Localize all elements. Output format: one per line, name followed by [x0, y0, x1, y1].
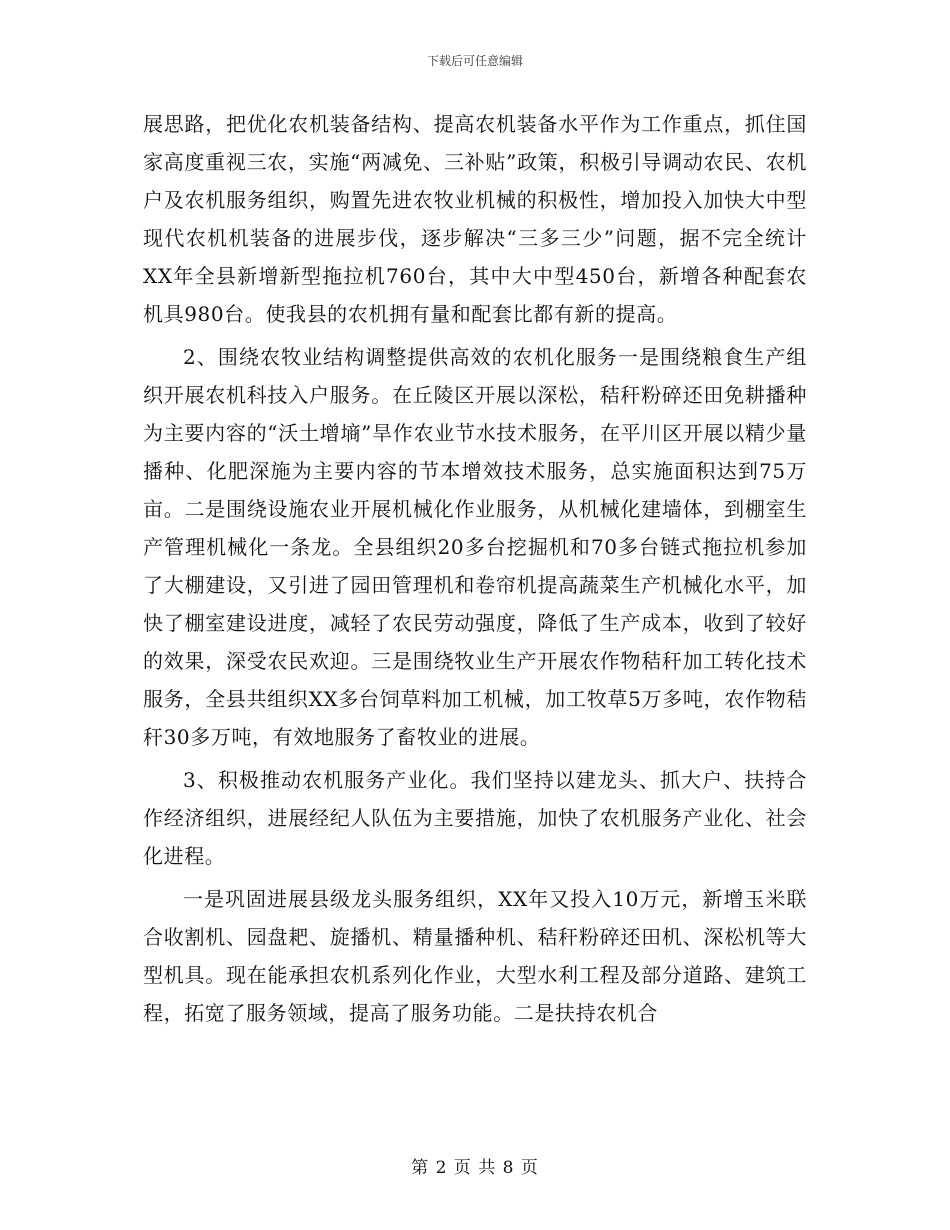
paragraph-2: 2、围绕农牧业结构调整提供高效的农机化服务一是围绕粮食生产组织开展农机科技入户服务。在丘陵区开展以深松，秸秆粉碎还田免耕播种为主要内容的“沃土增墒”旱作农业节水技术服务，在平川区开展以精少量播种、化肥深施为主要内容的节本增效技术服务，总实施面积达到75万亩。二是围绕设施农业开展机械化作业服务，从机械化建墙体，到棚室生产管理机械化一条龙。全县组织20多台挖掘机和70多台链式拖拉机参加了大棚建设，又引进了园田管理机和卷帘机提高蔬菜生产机械化水平，加快了棚室建设进度，减轻了农民劳动强度，降低了生产成本，收到了较好的效果，深受农民欢迎。三是围绕牧业生产开展农作物秸秆加工转化技术服务，全县共组织XX多台饲草料加工机械，加工牧草5万多吨，农作物秸秆30多万吨，有效地服务了畜牧业的进展。: [143, 345, 807, 749]
page-header: 下载后可任意编辑: [426, 54, 523, 68]
paragraph-4: 一是巩固进展县级龙头服务组织，XX年又投入10万元，新增玉米联合收割机、园盘耙、旋播机、精量播种机、秸秆粉碎还田机、深松机等大型机具。现在能承担农机系列化作业，大型水利工程及部分道路、建筑工程，拓宽了服务领域，提高了服务功能。二是扶持农机合: [143, 887, 807, 1025]
paragraph-continuation: 展思路，把优化农机装备结构、提高农机装备水平作为工作重点，抓住国家高度重视三农，实施“两减免、三补贴”政策，积极引导调动农民、农机户及农机服务组织，购置先进农牧业机械的积极性，增加投入加快大中型现代农机机装备的进展步伐，逐步解决“三多三少”问题，据不完全统计XX年全县新增新型拖拉机760台，其中大中型450台，新增各种配套农机具980台。使我县的农机拥有量和配套比都有新的提高。: [143, 112, 807, 326]
document-body: [143, 105, 807, 1037]
page-footer: 第 2 页 共 8 页: [411, 1158, 539, 1178]
paragraph-3: 3、积极推动农机服务产业化。我们坚持以建龙头、抓大户、扶持合作经济组织，进展经纪人队伍为主要措施，加快了农机服务产业化、社会化进程。: [143, 768, 807, 868]
